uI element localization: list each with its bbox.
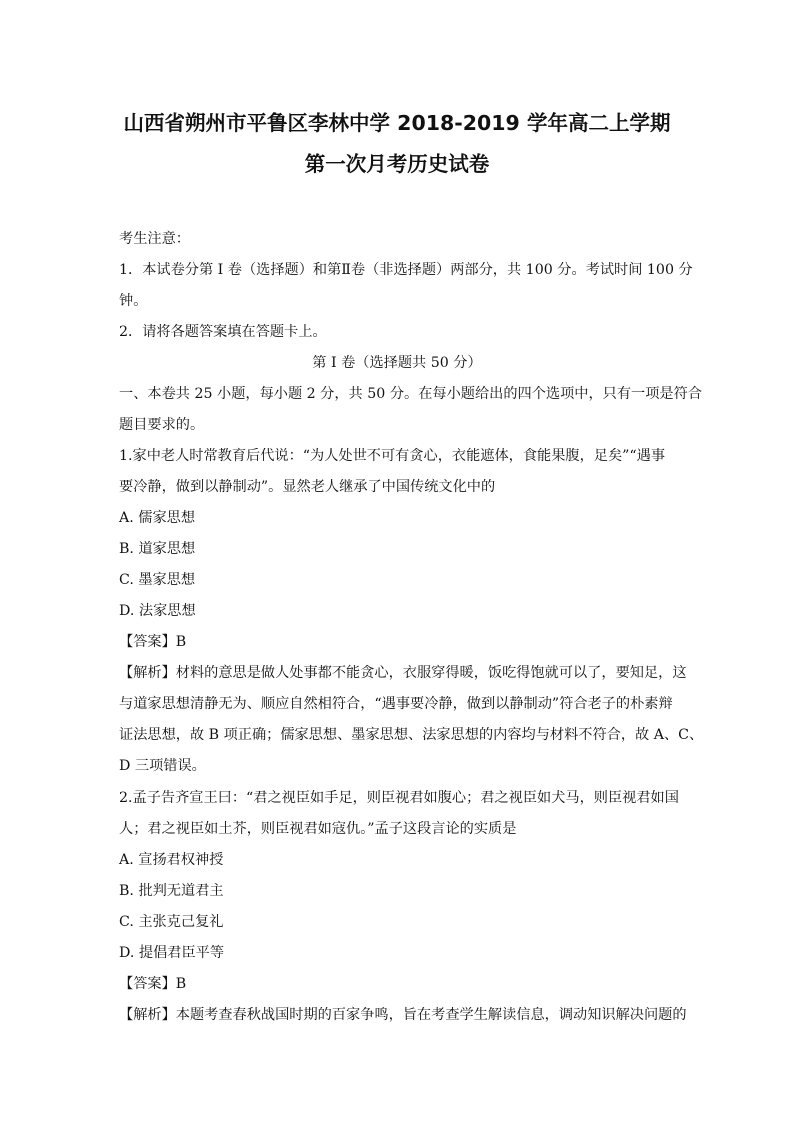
notice-heading: 考生注意： xyxy=(119,231,190,247)
q2-option-c: C. 主张克己复礼 xyxy=(119,914,224,930)
q1-stem-a: 1.家中老人时常教育后代说：“为人处世不可有贪心，衣能遮体，食能果腹，足矣”“遇事 xyxy=(119,448,666,464)
notice-item-2: 2．请将各题答案填在答题卡上。 xyxy=(119,324,327,340)
q2-stem-a: 2.孟子告齐宣王曰：“君之视臣如手足，则臣视君如腹心；君之视臣如犬马，则臣视君如国 xyxy=(119,790,679,806)
q1-option-a: A. 儒家思想 xyxy=(119,510,196,526)
q1-stem-b: 要冷静，做到以静制动”。显然老人继承了中国传统文化中的 xyxy=(119,479,496,495)
q1-option-c: C. 墨家思想 xyxy=(119,572,196,588)
section-intro-b: 题目要求的。 xyxy=(119,417,205,433)
notice-item-1a: 1．本试卷分第 Ⅰ 卷（选择题）和第Ⅱ卷（非选择题）两部分，共 100 分。考试时间 100 分 xyxy=(119,262,693,278)
q2-option-b: B. 批判无道君主 xyxy=(119,883,224,899)
q1-analysis-1: 【解析】材料的意思是做人处事都不能贪心，衣服穿得暖，饭吃得饱就可以了，要知足，这 xyxy=(119,665,687,681)
q1-analysis-4: D 三项错误。 xyxy=(119,758,206,774)
q2-answer: 【答案】B xyxy=(119,976,187,992)
q1-answer: 【答案】B xyxy=(119,634,187,650)
q2-stem-b: 人；君之视臣如土芥，则臣视君如寇仇。”孟子这段言论的实质是 xyxy=(119,821,517,837)
section-intro-a: 一、本卷共 25 小题，每小题 2 分，共 50 分。在每小题给出的四个选项中，只有一项是符合 xyxy=(119,386,702,402)
q1-option-d: D. 法家思想 xyxy=(119,603,196,619)
q1-option-b: B. 道家思想 xyxy=(119,541,196,557)
q1-analysis-2: 与道家思想清静无为、顺应自然相符合，“遇事要冷静，做到以静制动”符合老子的朴素辩 xyxy=(119,696,673,712)
section-heading: 第 Ⅰ 卷（选择题共 50 分） xyxy=(312,355,482,371)
document-title-line1: 山西省朔州市平鲁区李林中学 2018-2019 学年高二上学期 xyxy=(123,111,671,135)
notice-item-1b: 钟。 xyxy=(119,293,148,309)
document-title-line2: 第一次月考历史试卷 xyxy=(304,152,490,176)
q2-option-d: D. 提倡君臣平等 xyxy=(119,945,225,961)
q1-analysis-3: 证法思想，故 B 项正确；儒家思想、墨家思想、法家思想的内容均与材料不符合，故 A、C、 xyxy=(119,727,704,743)
q2-analysis-1: 【解析】本题考查春秋战国时期的百家争鸣，旨在考查学生解读信息，调动知识解决问题的 xyxy=(119,1007,687,1023)
q2-option-a: A. 宣扬君权神授 xyxy=(119,852,224,868)
